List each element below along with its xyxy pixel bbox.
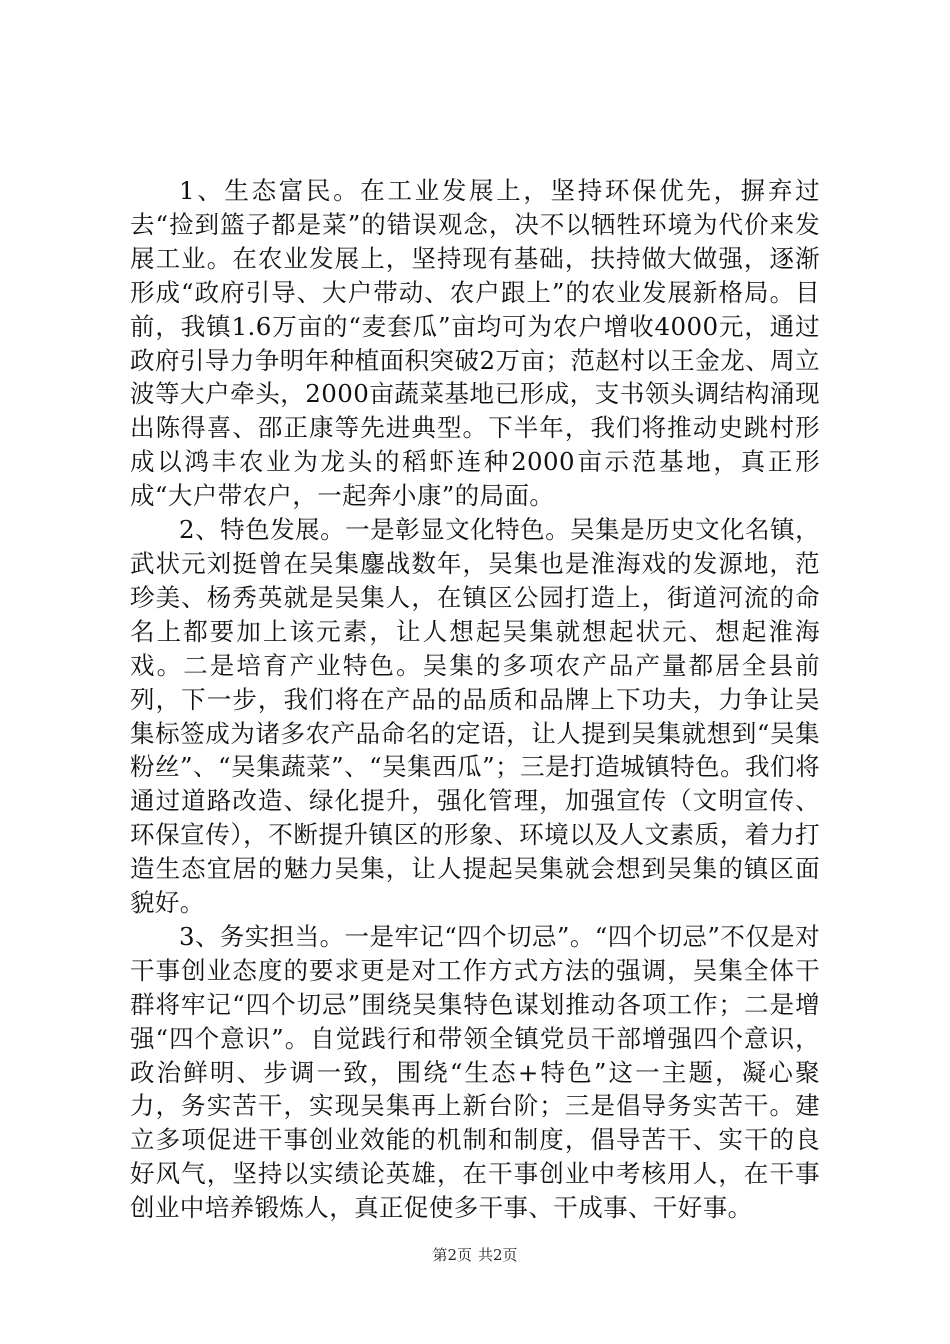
page-footer: [0, 1245, 950, 1265]
page-number: 第2页: [432, 1246, 472, 1264]
paragraph-ecological-prosperity: 1、生态富民。在工业发展上，坚持环保优先，摒弃过去“捡到篮子都是菜”的错误观念，决不以牺牲环境为代价来发展工业。在农业发展上，坚持现有基础，扶持做大做强，逐渐形成“政府引导、大户带动、农户跟上”的农业发展新格局。目前，我镇1.6万亩的“麦套瓜”亩均可为农户增收4000元，通过政府引导力争明年种植面积突破2万亩；范赵村以王金龙、周立波等大户牵头，2000亩蔬菜基地已形成，支书领头调结构涌现出陈得喜、邵正康等先进典型。下半年，我们将推动史跳村形成以鸿丰农业为龙头的稻虾连种2000亩示范基地，真正形成“大户带农户，一起奔小康”的局面。: [130, 176, 820, 511]
paragraph-characteristic-development: 2、特色发展。一是彰显文化特色。吴集是历史文化名镇，武状元刘挺曾在吴集鏖战数年，吴集也是淮海戏的发源地，范珍美、杨秀英就是吴集人，在镇区公园打造上，街道河流的命名上都要加上该元素，让人想起吴集就想起状元、想起淮海戏。二是培育产业特色。吴集的多项农产品产量都居全县前列，下一步，我们将在产品的品质和品牌上下功夫，力争让吴集标签成为诸多农产品命名的定语，让人提到吴集就想到“吴集粉丝”、“吴集蔬菜”、“吴集西瓜”；三是打造城镇特色。我们将通过道路改造、绿化提升，强化管理，加强宣传（文明宣传、环保宣传），不断提升镇区的形象、环境以及人文素质，着力打造生态宜居的魅力吴集，让人提起吴集就会想到吴集的镇区面貌好。: [130, 515, 820, 918]
paragraph-pragmatic-responsibility: 3、务实担当。一是牢记“四个切忌”。“四个切忌”不仅是对干事创业态度的要求更是对工作方式方法的强调，吴集全体干群将牢记“四个切忌”围绕吴集特色谋划推动各项工作；二是增强“四个意识”。自觉践行和带领全镇党员干部增强四个意识，政治鲜明、步调一致，围绕“生态+特色”这一主题，凝心聚力，务实苦干，实现吴集再上新台阶；三是倡导务实苦干。建立多项促进干事创业效能的机制和制度，倡导苦干、实干的良好风气，坚持以实绩论英雄，在干事创业中考核用人，在干事创业中培养锻炼人，真正促使多干事、干成事、干好事。: [130, 921, 820, 1223]
page-total: 共2页: [478, 1246, 518, 1264]
document-body: [130, 174, 820, 1225]
